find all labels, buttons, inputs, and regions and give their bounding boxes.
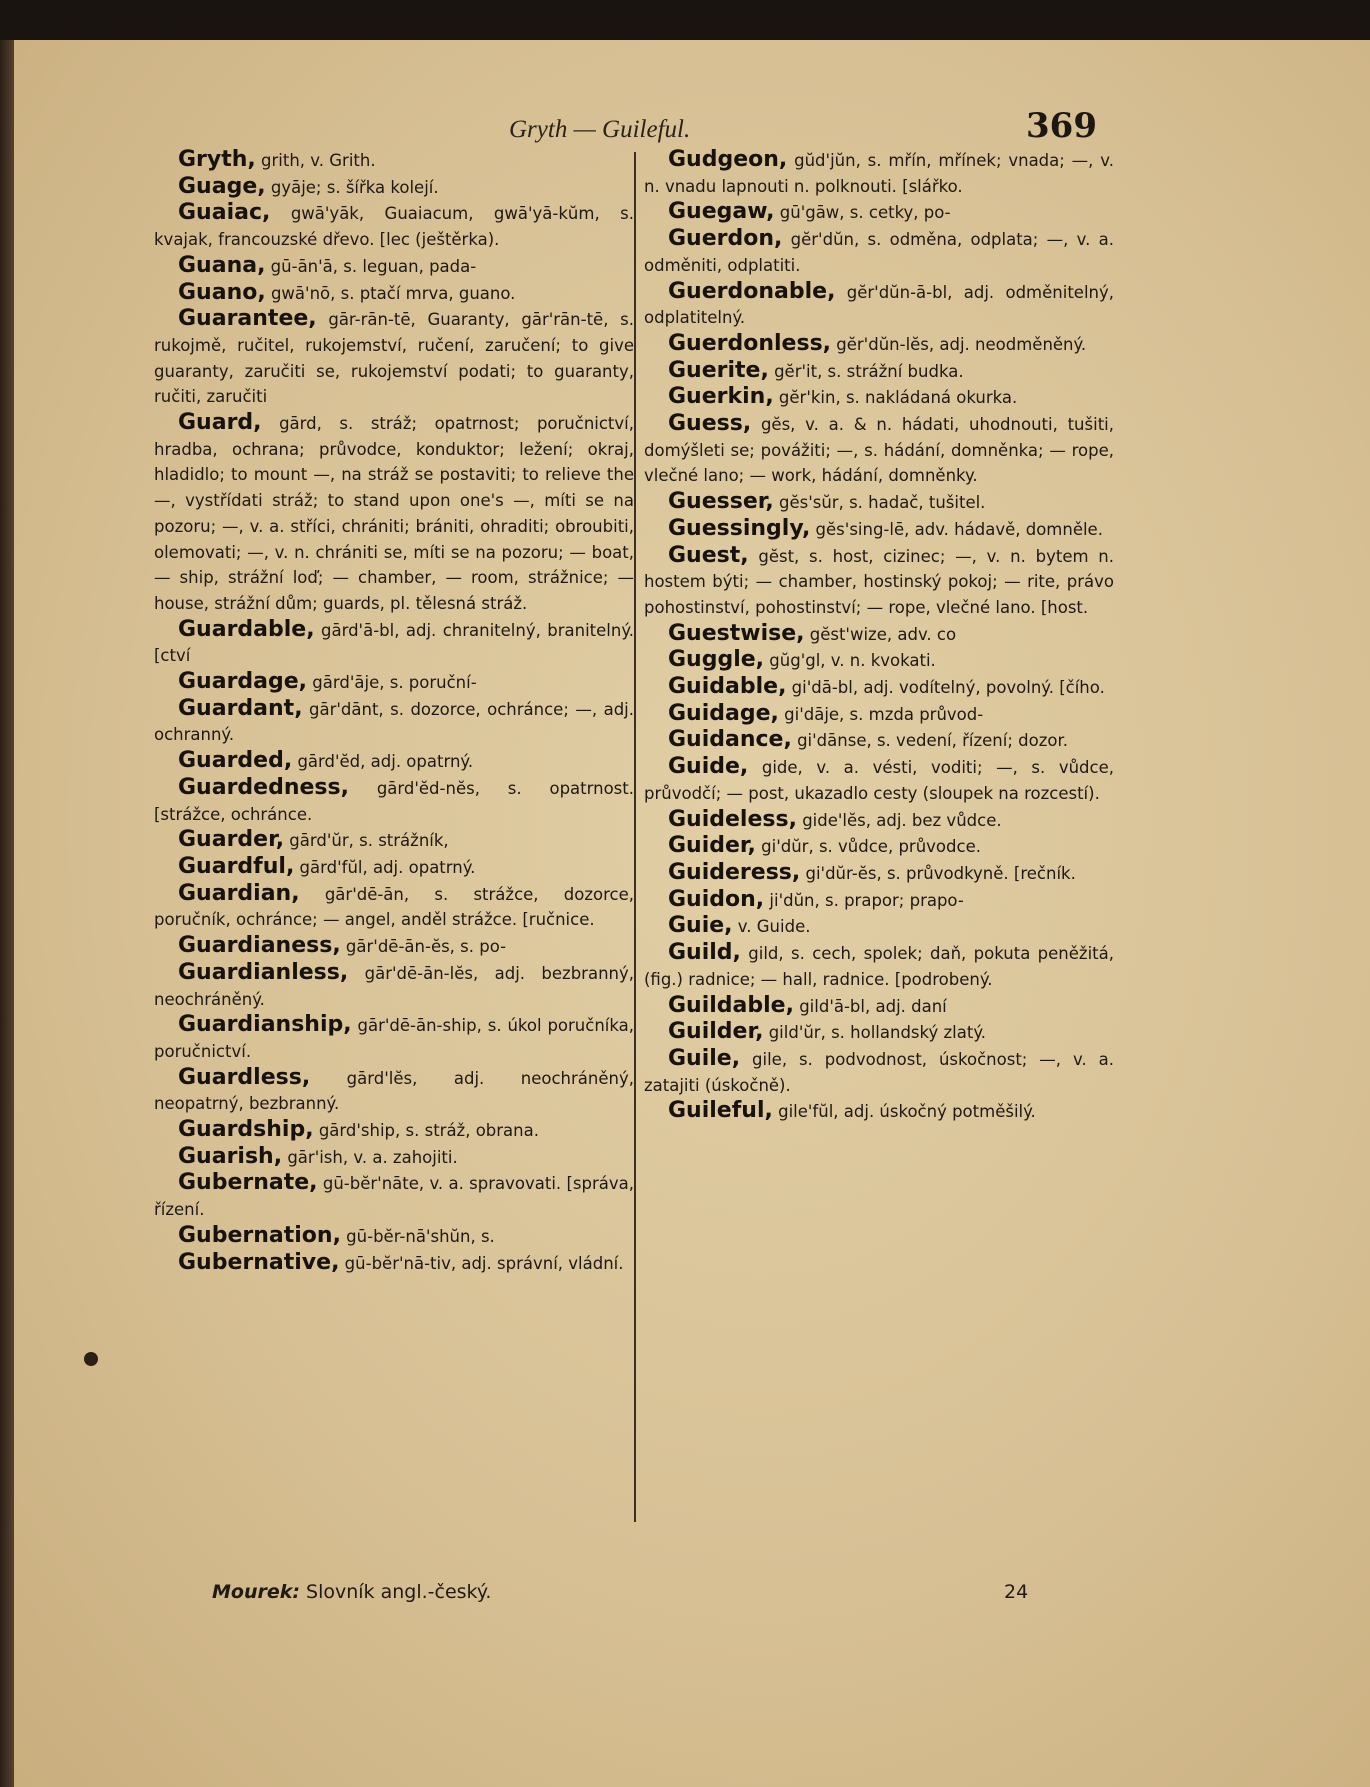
entry-headword: Guideless, [668,806,797,832]
entry-definition: gū'gāw, s. cetky, po- [774,203,951,223]
entry-definition: gārd'āje, s. poruční- [307,673,477,693]
dictionary-entry [154,1065,634,1117]
entry-headword: Guardage, [178,669,308,695]
entry-headword: Guano, [178,279,266,305]
dictionary-entry [154,696,634,748]
entry-definition: gild'ŭr, s. hollandský zlatý. [763,1023,986,1043]
entry-headword: Guider, [668,833,756,859]
dictionary-entry [154,827,634,854]
entry-headword: Guarder, [178,827,285,853]
dictionary-entry [154,1170,634,1222]
dictionary-entry [154,881,634,933]
dictionary-entry [644,727,1114,754]
dictionary-entry [644,860,1114,887]
entry-headword: Guaiac, [178,200,271,226]
entry-definition: gi'dā-bl, adj. vodítelný, povolný. [čího. [786,678,1105,698]
dictionary-entry [644,384,1114,411]
entry-headword: Guardianess, [178,933,341,959]
dictionary-entry [644,1019,1114,1046]
entry-headword: Guegaw, [668,199,775,225]
footer-author: Mourek: [212,1581,300,1603]
dictionary-entry [644,621,1114,648]
dictionary-entry [644,489,1114,516]
entry-headword: Guggle, [668,647,765,673]
dictionary-entry [644,940,1114,992]
entry-headword: Guardant, [178,695,303,721]
entry-headword: Guardable, [178,616,315,642]
entry-headword: Guidance, [668,727,792,753]
dictionary-entry [154,174,634,201]
dictionary-entry [644,516,1114,543]
entry-headword: Guide, [668,754,749,780]
dictionary-entry [644,913,1114,940]
entry-definition: gide'lĕs, adj. bez vůdce. [796,810,1002,830]
entry-headword: Guest, [668,542,749,568]
entry-definition: gār'ish, v. a. zahojiti. [282,1147,458,1167]
entry-definition: gi'dānse, s. vedení, řízení; dozor. [791,731,1068,751]
entry-headword: Guerdonless, [668,330,832,356]
entry-definition: gi'dŭr-ĕs, s. průvodkyně. [rečník. [800,863,1076,883]
dictionary-entry [154,1250,634,1277]
entry-headword: Guess, [668,411,752,437]
entry-definition: gĕr'dŭn, s. odměna, odplata; —, v. a. odměniti, odplatiti. [644,230,1114,275]
entry-headword: Guerdon, [668,226,783,252]
dictionary-entry [154,1223,634,1250]
entry-definition: v. Guide. [732,917,811,937]
entry-headword: Guana, [178,252,266,278]
dictionary-entry [644,1098,1114,1125]
entry-definition: gār'dē-ān, s. strážce, dozorce, poručník, ochránce; — angel, anděl strážce. [ručnice. [154,884,634,930]
dictionary-entry [644,411,1114,489]
dictionary-entry [154,253,634,280]
entry-headword: Guile, [668,1045,741,1071]
entry-headword: Guildable, [668,992,794,1018]
entry-definition: gārd'fŭl, adj. opatrný. [294,857,476,877]
entry-headword: Guideress, [668,859,801,885]
entry-headword: Guardianless, [178,959,349,985]
dictionary-entry [644,647,1114,674]
entry-headword: Guesser, [668,489,774,515]
dictionary-entry [154,1144,634,1171]
entry-definition: gū-bĕr'nāte, v. a. spravovati. [správa, řízení. [154,1174,634,1220]
entry-definition: gild, s. cech, spolek; daň, pokuta peněžitá, (fig.) radnice; — hall, radnice. [podrobený. [644,944,1114,989]
entry-definition: gū-bĕr-nā'shŭn, s. [340,1226,495,1246]
entry-definition: gĕs'sŭr, s. hadač, tušitel. [773,493,986,513]
entry-headword: Guage, [178,173,266,199]
entry-definition: gārd'lĕs, adj. neochráněný, neopatrný, bezbranný. [154,1068,634,1114]
page-footer [212,1581,491,1603]
entry-definition: gār-rān-tē, Guaranty, gār'rān-tē, s. rukojmě, ručitel, rukojemství, ručení, zaručení; to give guaranty, zaručiti se, rukojemství podati; to guaranty, ručiti, zaručiti [154,310,634,407]
entry-headword: Guidon, [668,886,765,912]
dictionary-entry [154,200,634,252]
entry-definition: gū-ān'ā, s. leguan, pada- [265,256,477,276]
column-divider [634,152,636,1522]
entry-headword: Guerdonable, [668,278,836,304]
entry-definition: gārd'ā-bl, adj. chranitelný, branitelný. [ctví [154,620,634,666]
dictionary-entry [644,701,1114,728]
entry-definition: gi'dāje, s. mzda průvod- [778,704,984,724]
entry-headword: Guerite, [668,357,769,383]
dictionary-entry [154,617,634,669]
dictionary-entry [154,410,634,617]
dictionary-entry [154,1012,634,1064]
entry-definition: gĕr'kin, s. nakládaná okurka. [773,388,1018,408]
dictionary-entry [154,933,634,960]
dictionary-entry [644,754,1114,806]
dictionary-entry [154,306,634,410]
dictionary-entry [644,887,1114,914]
dictionary-entry [154,280,634,307]
dictionary-entry [644,833,1114,860]
entry-definition: gārd'ĕd-nĕs, s. opatrnost. [strážce, ochránce. [154,778,634,824]
dictionary-entry [644,199,1114,226]
entry-headword: Guerkin, [668,384,774,410]
dictionary-entry [644,226,1114,278]
entry-definition: gārd, s. stráž; opatrnost; poručnictví, hradba, ochrana; průvodce, konduktor; ležení; okraj, hladidlo; to mount —, na stráž se postaviti; to relieve the —, vystřídati stráž; to stand upon one's —, míti se na pozoru; —, v. a. stříci, chrániti; brániti, ohraditi; obroubiti, olemovati; —, v. n. chrániti se, míti se na pozoru; — boat, — ship, strážní loď; — chamber, — room, strážnice; — house, strážní dům; guards, pl. tělesná stráž. [154,414,634,613]
entry-definition: ji'dŭn, s. prapor; prapo- [764,890,964,910]
entry-definition: gārd'ŭr, s. strážník, [284,831,449,851]
entry-headword: Guard, [178,410,262,436]
dictionary-page [14,40,1370,1787]
entry-definition: grith, v. Grith. [255,151,376,170]
entry-headword: Guarded, [178,748,293,774]
entry-definition: gyāje; s. šířka kolejí. [265,177,439,197]
entry-headword: Guestwise, [668,620,805,646]
footer-title: Slovník angl.-český. [306,1581,492,1603]
dictionary-entry [154,748,634,775]
entry-headword: Guie, [668,913,733,939]
entry-definition: gĕr'dŭn-ā-bl, adj. odměnitelný, odplatitelný. [644,282,1114,328]
dictionary-entry [644,331,1114,358]
dictionary-entry [154,147,634,174]
entry-definition: gĕr'dŭn-lĕs, adj. neodměněný. [831,334,1087,354]
entry-definition: gār'dē-ān-ship, s. úkol poručníka, poručnictví. [154,1016,634,1061]
entry-headword: Guild, [668,940,741,966]
dictionary-entry [644,993,1114,1020]
entry-headword: Guardful, [178,853,295,879]
dictionary-entry [644,674,1114,701]
dictionary-entry [644,543,1114,621]
entry-headword: Gryth, [178,147,256,172]
entry-headword: Guarish, [178,1143,283,1169]
entry-definition: gĕs'sing-lē, adv. hádavě, domněle. [810,519,1103,539]
entry-definition: gwā'yāk, Guaiacum, gwā'yā-kŭm, s. kvajak, francouzské dřevo. [lec (ještěrka). [154,204,634,250]
entry-definition: gwā'nō, s. ptačí mrva, guano. [265,283,516,303]
entry-headword: Gudgeon, [668,147,788,172]
entry-headword: Guessingly, [668,515,811,541]
entry-definition: gārd'ĕd, adj. opatrný. [292,752,474,772]
dictionary-entry [154,1117,634,1144]
entry-headword: Guilder, [668,1019,764,1045]
entry-headword: Guidage, [668,700,779,726]
page-header [14,92,1370,152]
dictionary-entry [154,669,634,696]
entry-definition: gile, s. podvodnost, úskočnost; —, v. a. zatajiti (úskočně). [644,1049,1114,1095]
ink-blot [84,1352,98,1366]
entry-headword: Guardship, [178,1117,314,1143]
dictionary-entry [644,279,1114,331]
entry-definition: gi'dŭr, s. vůdce, průvodce. [755,837,981,857]
entry-definition: gŭg'gl, v. n. kvokati. [764,651,936,671]
entry-headword: Gubernation, [178,1222,341,1248]
dictionary-entry [154,960,634,1012]
signature-mark: 24 [1004,1581,1029,1603]
entry-definition: gār'dē-ān-ĕs, s. po- [340,937,507,957]
dictionary-entry [644,1046,1114,1098]
entry-definition: gū-bĕr'nā-tiv, adj. správní, vládní. [339,1253,624,1273]
entry-definition: gile'fŭl, adj. úskočný potměšilý. [772,1102,1036,1122]
entry-headword: Guidable, [668,674,787,700]
left-column [154,147,634,1276]
page-number: 369 [1026,106,1097,146]
entry-headword: Guardianship, [178,1012,352,1038]
running-title: Gryth — Guileful. [509,116,691,143]
entry-definition: gŭd'jŭn, s. mřín, mřínek; vnada; —, v. n. vnadu lapnouti n. polknouti. [slářko. [644,151,1114,196]
dictionary-entry [154,854,634,881]
entry-headword: Guardless, [178,1064,311,1090]
entry-headword: Guarantee, [178,306,317,332]
entry-headword: Guardedness, [178,774,349,800]
entry-definition: gĕst, s. host, cizinec; —, v. n. bytem n. hostem býti; — chamber, hostinský pokoj; — rite, právo pohostinství, pohostinství; — rope, vlečné lano. [host. [644,546,1114,617]
dictionary-entry [154,775,634,827]
dictionary-entry [644,358,1114,385]
dictionary-entry [644,807,1114,834]
entry-headword: Gubernative, [178,1249,340,1275]
dictionary-entry [644,147,1114,199]
entry-definition: gārd'ship, s. stráž, obrana. [313,1121,539,1141]
entry-definition: gild'ā-bl, adj. daní [793,996,947,1016]
entry-definition: gĕst'wize, adv. co [804,624,957,644]
right-column [644,147,1114,1125]
entry-headword: Gubernate, [178,1170,318,1196]
entry-definition: gār'dānt, s. dozorce, ochránce; —, adj. ochranný. [154,699,634,745]
entry-definition: gār'dē-ān-lĕs, adj. bezbranný, neochráněný. [154,963,634,1009]
entry-headword: Guileful, [668,1098,773,1124]
entry-definition: gide, v. a. vésti, voditi; —, s. vůdce, průvodčí; — post, ukazadlo cesty (sloupek na rozcestí). [644,758,1114,803]
entry-definition: gĕs, v. a. & n. hádati, uhodnouti, tušiti, domýšleti se; povážiti; —, s. hádání, domněnka; — rope, vlečné lano; — work, hádání, domněnky. [644,415,1114,486]
entry-headword: Guardian, [178,880,300,906]
entry-definition: gĕr'it, s. strážní budka. [768,361,964,381]
